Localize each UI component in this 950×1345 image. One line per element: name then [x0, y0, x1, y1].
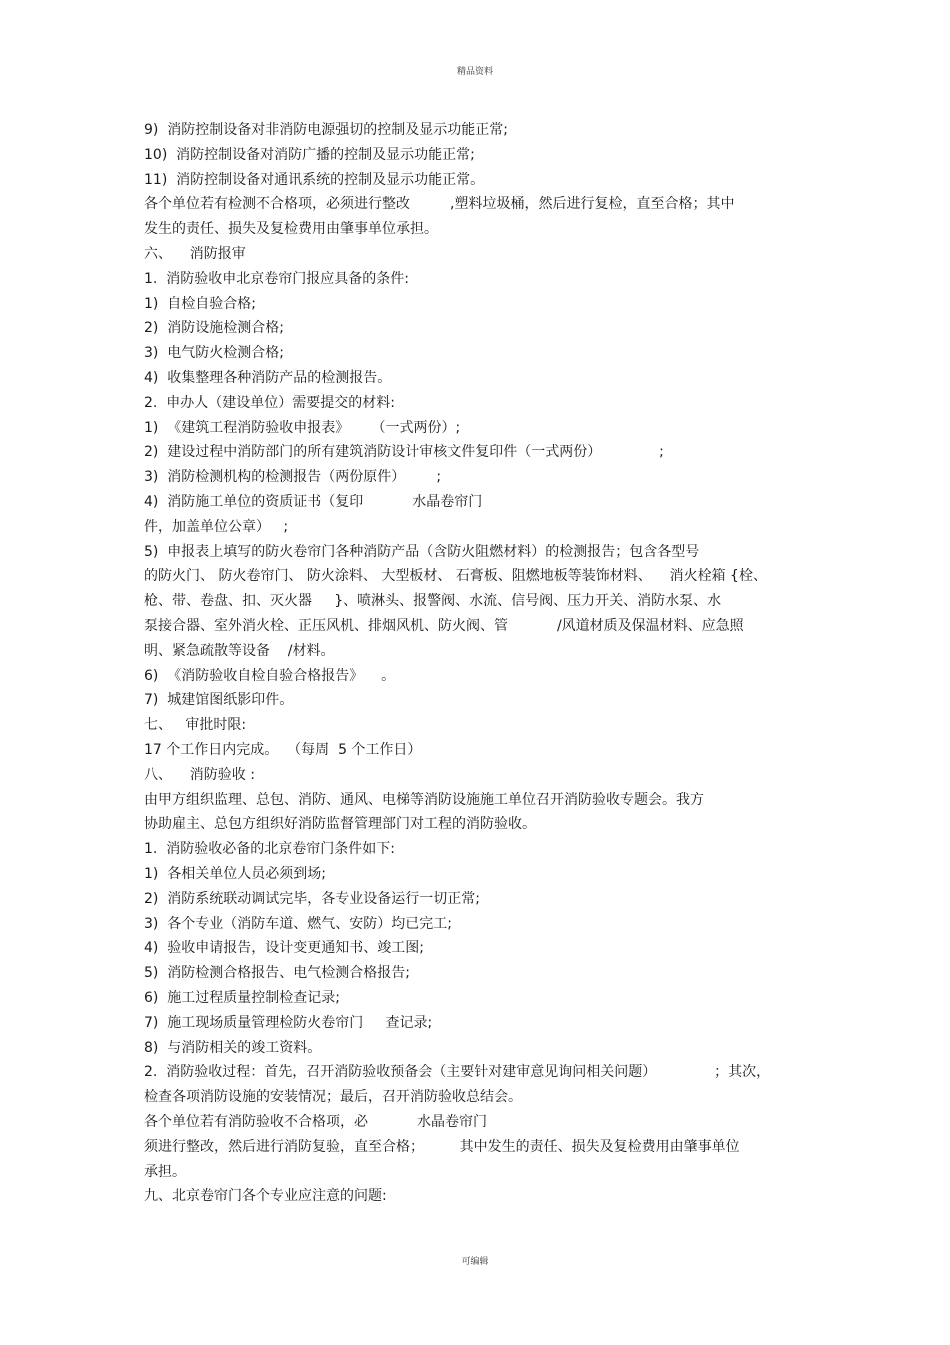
text-line: 10) 消防控制设备对消防广播的控制及显示功能正常;	[144, 146, 475, 163]
text-line: 件，加盖单位公章） ;	[144, 518, 289, 535]
text-line: 1. 消防验收申北京卷帘门报应具备的条件:	[144, 270, 409, 287]
text-line: 2) 消防系统联动调试完毕，各专业设备运行一切正常;	[144, 890, 480, 907]
text-line: 1) 自检自验合格;	[144, 295, 256, 312]
text-line: 各个单位若有消防验收不合格项，必 水晶卷帘门	[144, 1114, 487, 1130]
text-line: 发生的责任、损失及复检费用由肇事单位承担。	[144, 221, 438, 238]
text-line: 2) 消防设施检测合格;	[144, 320, 284, 337]
text-line: 泵接合器、室外消火栓、正压风机、排烟风机、防火阀、管 /风道材质及保温材料、应急照	[144, 618, 744, 634]
text-line: 检查各项消防设施的安装情况；最后，召开消防验收总结会。	[144, 1089, 522, 1106]
page-header: 精品资料	[456, 67, 493, 77]
text-line: 七、 审批时限:	[144, 717, 247, 734]
text-line: 7) 城建馆图纸影印件。	[144, 692, 294, 709]
text-line: 6) 《消防验收自检自验合格报告》 。	[144, 667, 396, 684]
text-line: 各个单位若有检测不合格项，必须进行整改 ,塑料垃圾桶，然后进行复检，直至合格；其中	[144, 196, 735, 213]
text-line: 协助雇主、总包方组织好消防监督管理部门对工程的消防验收。	[144, 816, 536, 833]
text-line: 8) 与消防相关的竣工资料。	[144, 1039, 322, 1056]
text-line: 6) 施工过程质量控制检查记录;	[144, 990, 340, 1006]
text-line: 4) 验收申请报告，设计变更通知书、竣工图;	[144, 940, 424, 957]
text-line: 3) 消防检测机构的检测报告（两份原件） ;	[144, 469, 442, 486]
text-line: 7) 施工现场质量管理检防火卷帘门 查记录;	[144, 1014, 433, 1031]
text-line: 由甲方组织监理、总包、消防、通风、电梯等消防设施施工单位召开消防验收专题会。我方	[144, 791, 704, 808]
text-line: 3) 各个专业（消防车道、燃气、安防）均已完工;	[144, 915, 452, 932]
text-line: 9) 消防控制设备对非消防电源强切的控制及显示功能正常;	[144, 122, 508, 138]
text-line: 九、北京卷帘门各个专业应注意的问题:	[144, 1188, 387, 1205]
text-line: 17 个工作日内完成。 （每周 5 个工作日）	[144, 742, 422, 758]
text-line: 六、 消防报审	[144, 246, 246, 262]
text-line: 2. 消防验收过程：首先，召开消防验收预备会（主要针对建审意见询问相关问题） ；其次，	[144, 1064, 771, 1081]
text-line: 5) 消防检测合格报告、电气检测合格报告;	[144, 965, 410, 982]
text-line: 须进行整改，然后进行消防复验，直至合格； 其中发生的责任、损失及复检费用由肇事单位	[144, 1138, 740, 1155]
text-line: 明、紧急疏散等设备 /材料。	[144, 642, 335, 659]
text-line: 11) 消防控制设备对通讯系统的控制及显示功能正常。	[144, 171, 485, 188]
text-line: 八、 消防验收 :	[144, 766, 255, 783]
text-line: 4) 收集整理各种消防产品的检测报告。	[144, 370, 392, 386]
text-line: 3) 电气防火检测合格;	[144, 345, 284, 362]
text-line: 1) 《建筑工程消防验收申报表》 （一式两份）;	[144, 419, 461, 436]
text-line: 的防火门、 防火卷帘门、 防火涂料、 大型板材、 石膏板、阻燃地板等装饰材料、 消火栓箱 {栓、	[144, 568, 767, 585]
text-line: 4) 消防施工单位的资质证书（复印 水晶卷帘门	[144, 494, 483, 510]
text-line: 枪、带、卷盘、扣、灭火器 }、喷淋头、报警阀、水流、信号阀、压力开关、消防水泵、水	[144, 593, 722, 610]
text-line: 1) 各相关单位人员必须到场;	[144, 866, 326, 882]
text-line: 5) 申报表上填写的防火卷帘门各种消防产品（含防火阻燃材料）的检测报告；包含各型号	[144, 543, 700, 560]
text-line: 2) 建设过程中消防部门的所有建筑消防设计审核文件复印件（一式两份） ;	[144, 444, 664, 461]
text-line: 2. 申办人（建设单位）需要提交的材料:	[144, 394, 395, 411]
text-line: 1. 消防验收必备的北京卷帘门条件如下:	[144, 841, 395, 858]
text-line: 承担。	[144, 1163, 186, 1180]
page-footer: 可编辑	[461, 1257, 489, 1267]
